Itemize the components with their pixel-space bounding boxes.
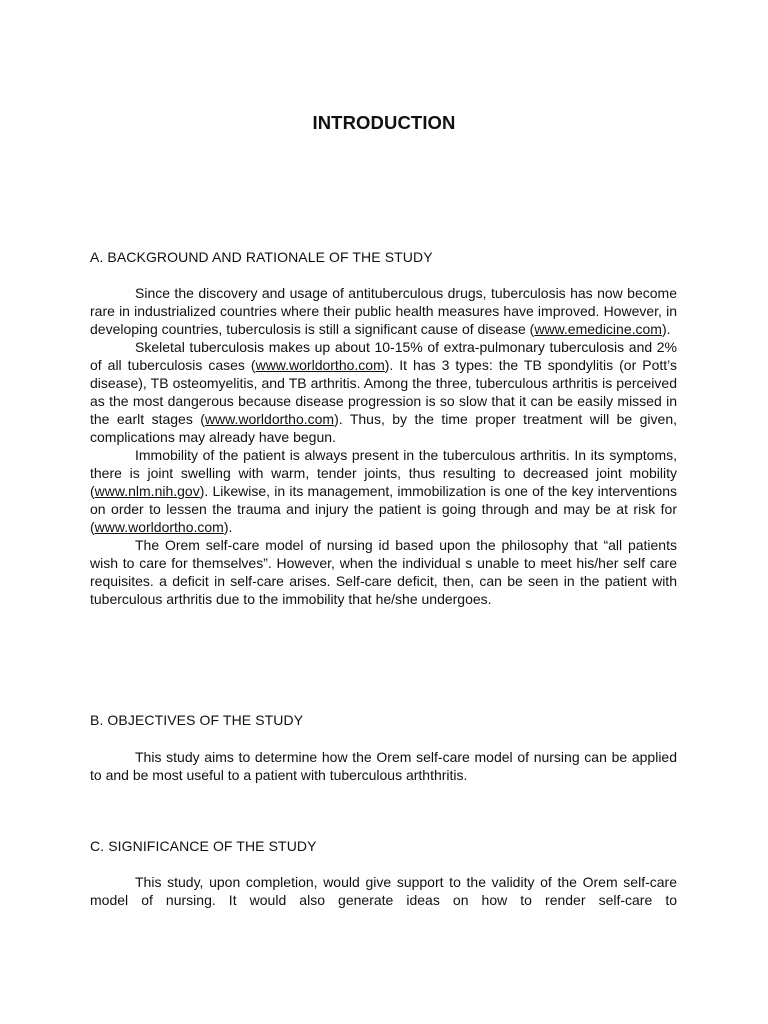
paragraph-text: Since the discovery and usage of antituberculous drugs, tuberculosis has now become rare in industrialized countries where their public health measures have improved. However, in developing countries, tuberculosis is still a significant cause of disease (	[90, 285, 677, 337]
paragraph-text: ). Likewise, in its management, immobilization is one of the key interventions on order to lessen the trauma and injury the patient is going through and may be at risk for (	[90, 483, 677, 535]
emedicine-link[interactable]: www.emedicine.com	[534, 321, 662, 337]
paragraph-text: ).	[223, 519, 233, 535]
section-a-paragraph-1	[90, 284, 677, 338]
section-b-body	[90, 748, 677, 784]
page-title: INTRODUCTION	[312, 112, 456, 133]
section-b-heading: B. OBJECTIVES OF THE STUDY	[90, 712, 304, 728]
paragraph-text: ).	[661, 321, 671, 337]
section-c-body	[90, 873, 677, 909]
paragraph-text: ). It has 3 types: the TB spondylitis (or Pott’s disease), TB osteomyelitis, and TB arthritis. Among the three, tuberculous arthritis is perceived as the most dangerous because disease progression is so slow that it can be easily missed in the earlt stages (	[90, 357, 677, 427]
nlm-link[interactable]: www.nlm.nih.gov	[94, 483, 200, 499]
paragraph-text: Immobility of the patient is always present in the tuberculous arthritis. In its symptoms, there is joint swelling with warm, tender joints, thus resulting to decreased joint mobility (	[90, 447, 677, 499]
section-c-paragraph-1: This study, upon completion, would give support to the validity of the Orem self-care model of nursing. It would also generate ideas on how to render self-care to	[90, 874, 677, 908]
worldortho-link[interactable]: www.worldortho.com	[204, 411, 335, 427]
section-a-paragraph-2	[90, 338, 677, 446]
worldortho-link[interactable]: www.worldortho.com	[94, 519, 224, 535]
section-a-body	[90, 284, 677, 608]
paragraph-text: ). Thus, by the time proper treatment will be given, complications may already have begun.	[90, 411, 677, 445]
worldortho-link[interactable]: www.worldortho.com	[255, 357, 385, 373]
section-a-heading: A. BACKGROUND AND RATIONALE OF THE STUDY	[90, 249, 433, 265]
section-a-paragraph-4: The Orem self-care model of nursing id based upon the philosophy that “all patients wish to care for themselves”. However, when the individual s unable to meet his/her self care requisites. a deficit in self-care arises. Self-care deficit, then, can be seen in the patient with tuberculous arthritis due to the immobility that he/she undergoes.	[90, 537, 677, 607]
paragraph-text: Skeletal tuberculosis makes up about 10-15% of extra-pulmonary tuberculosis and 2% of all tuberculosis cases (	[90, 339, 677, 373]
section-a-paragraph-3	[90, 446, 677, 536]
section-b-paragraph-1: This study aims to determine how the Orem self-care model of nursing can be applied to and be most useful to a patient with tuberculous arththritis.	[90, 749, 677, 783]
section-c-heading: C. SIGNIFICANCE OF THE STUDY	[90, 838, 317, 854]
